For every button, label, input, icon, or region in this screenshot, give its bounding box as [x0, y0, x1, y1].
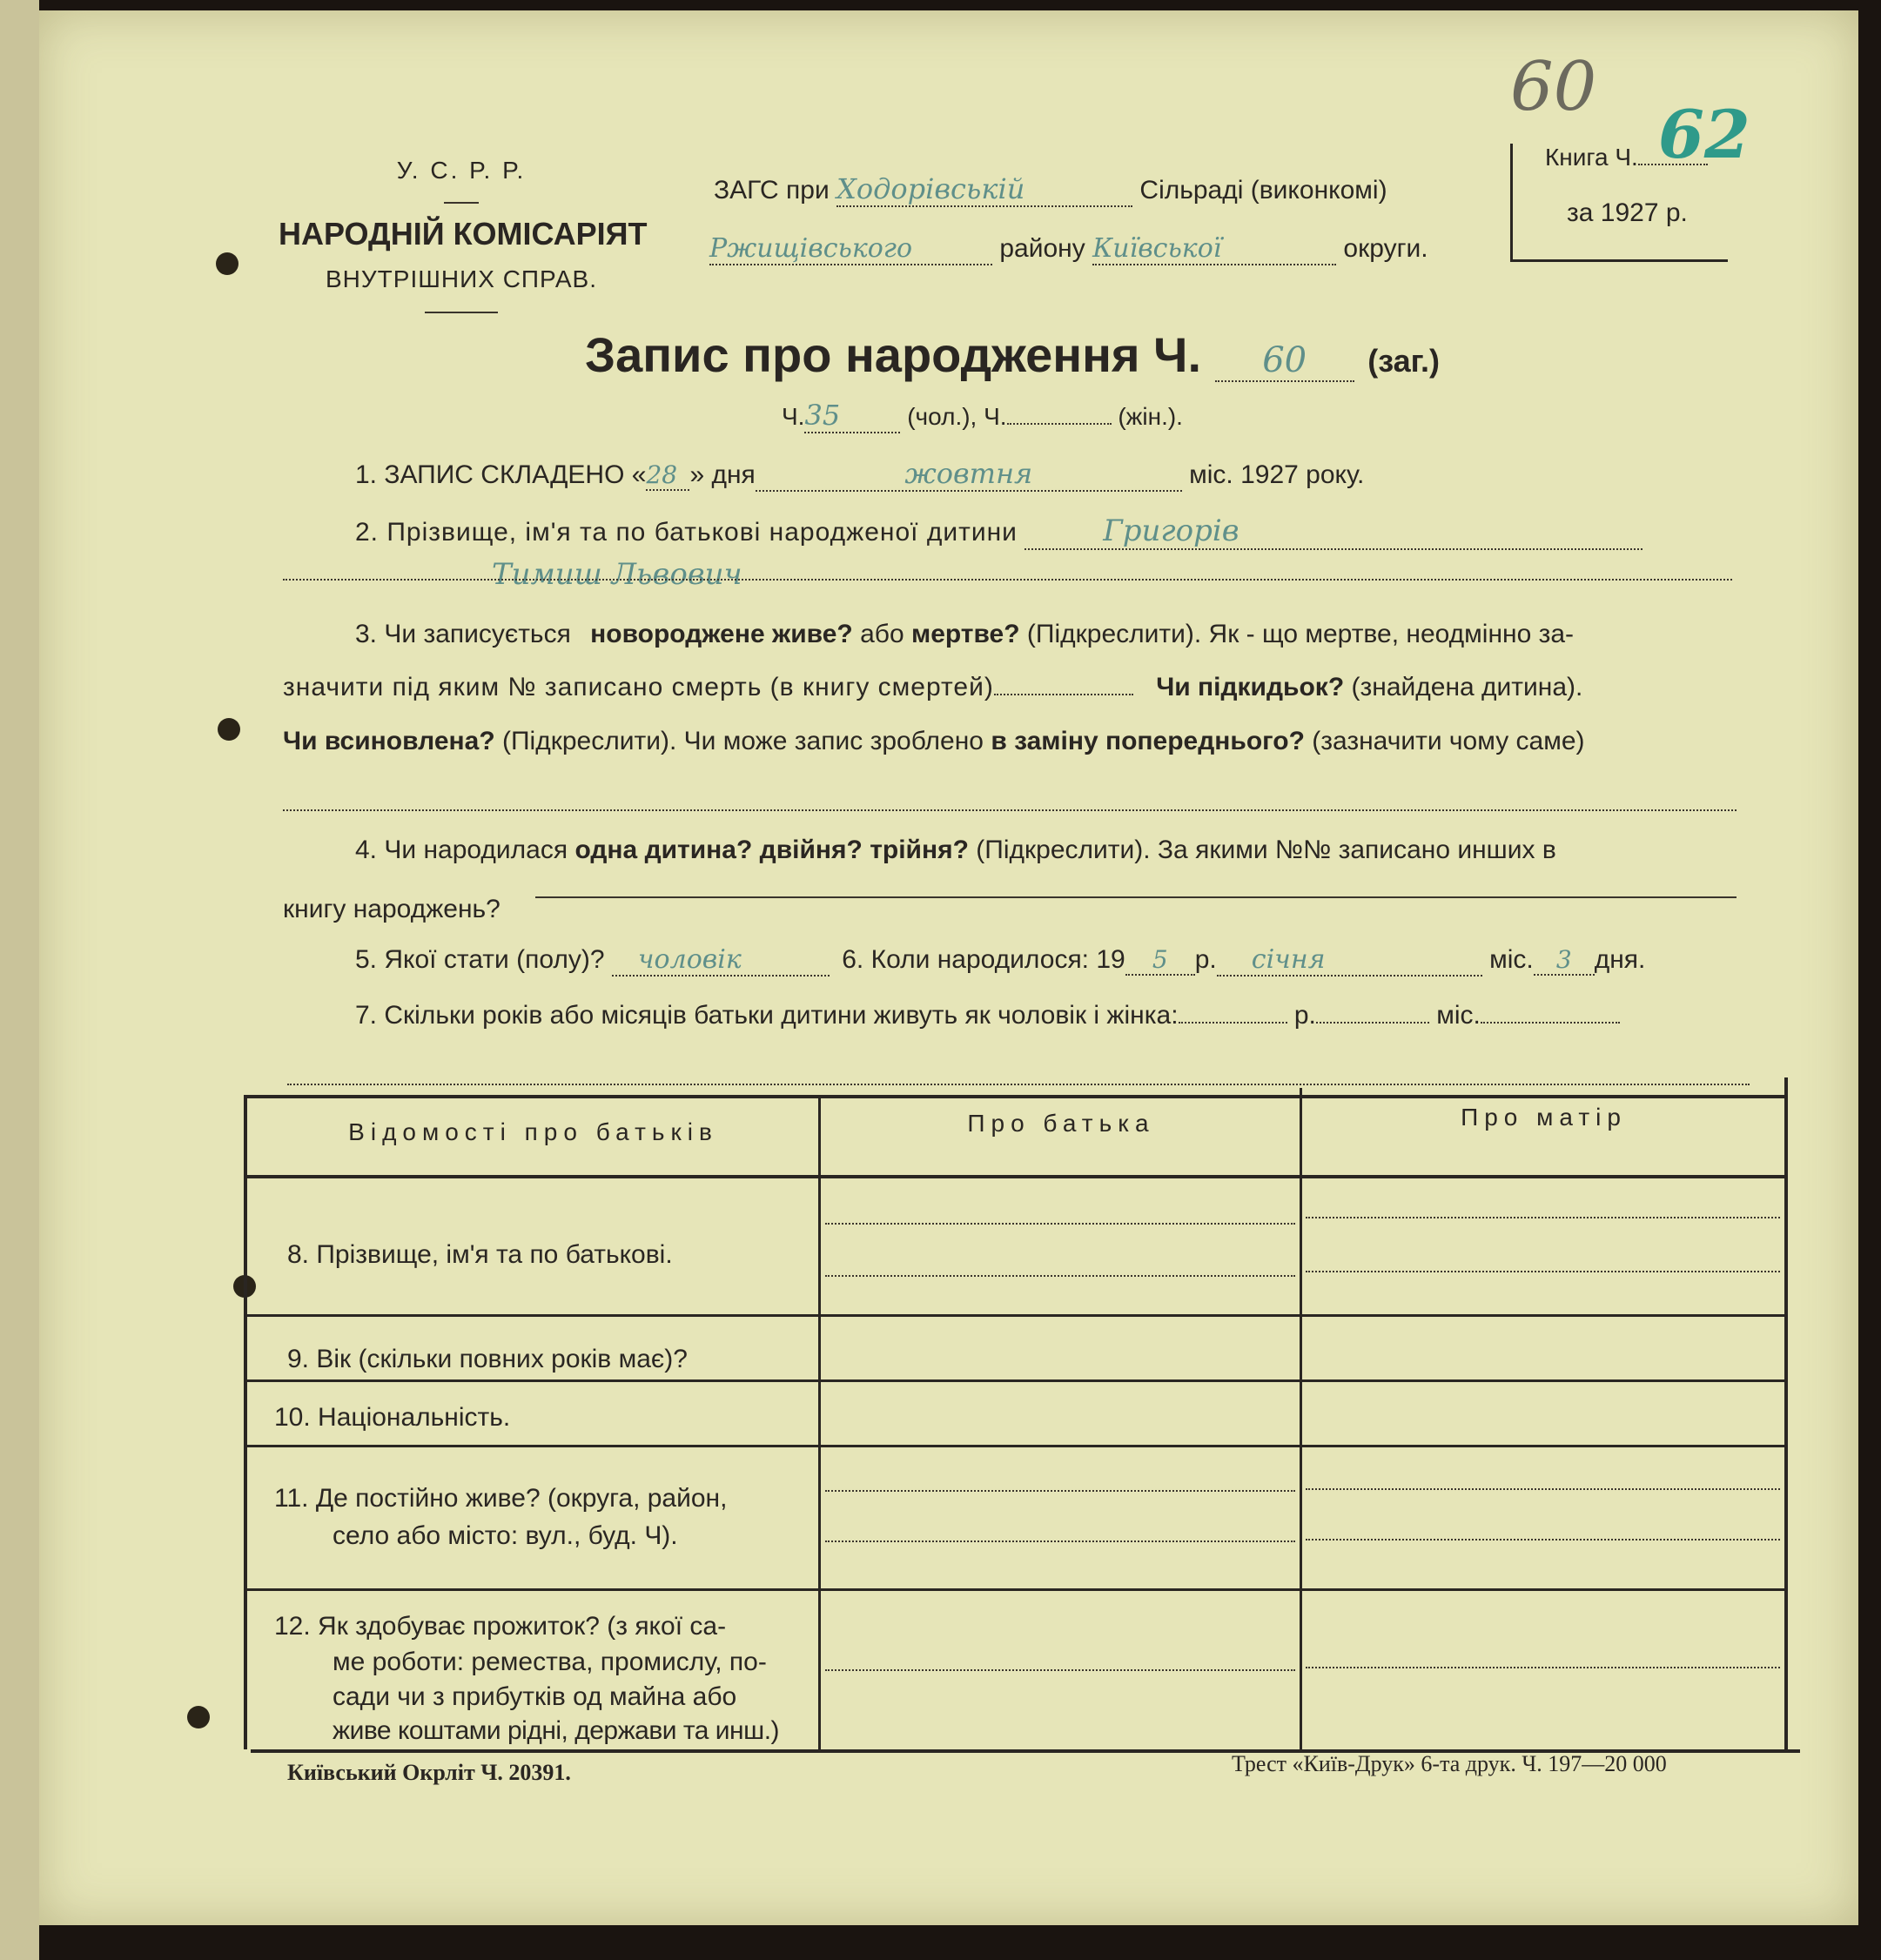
item-6-label: 6. Коли народилося: 19 [842, 945, 1125, 974]
row-12-father-line [825, 1669, 1295, 1671]
item-3-b1: значити під яким № записано смерть (в книгу смертей) [283, 673, 994, 701]
item-3-or: або [860, 620, 904, 648]
item-4-a3: (Підкреслити). За якими №№ записано инших в [976, 836, 1556, 864]
male-number: 35 [804, 399, 900, 433]
footer-left: Київський Окрліт Ч. 20391. [287, 1760, 571, 1785]
item-2-surname: Григорів [1024, 513, 1643, 550]
footer-right: Трест «Київ-Друк» 6-та друк. Ч. 197—20 000 [1232, 1751, 1667, 1776]
book-box-border [1510, 144, 1513, 261]
book-binding [0, 0, 39, 1960]
table-header-divider [246, 1175, 1787, 1178]
item-3-b3: (знайдена дитина). [1351, 673, 1583, 701]
record-title [585, 326, 1440, 383]
male-label: (чол.), Ч. [907, 403, 1007, 430]
table-row-12-label-c: сади чи з прибутків од майна або [333, 1682, 737, 1711]
table-row-10-label: 10. Національність. [274, 1403, 511, 1432]
row-8-father-line [825, 1223, 1295, 1225]
table-row-divider [246, 1445, 1787, 1447]
table-border-left [244, 1095, 247, 1749]
row-8-mother-line [1306, 1217, 1780, 1218]
item-1 [355, 457, 1364, 492]
table-row-divider [246, 1379, 1787, 1382]
ch-label: Ч. [782, 403, 805, 430]
item-3-c2: (Підкреслити). Чи може запис зроблено [502, 727, 984, 755]
item-3-alive: новороджене живе? [590, 620, 853, 648]
item-4-line-a [355, 836, 1556, 865]
item-7-end-line [1481, 1022, 1620, 1024]
item-1-month: жовтня [756, 457, 1182, 492]
item-6-year: 5 [1125, 945, 1195, 976]
table-row-12-label-a: 12. Як здобуває прожиток? (з якої са- [274, 1612, 727, 1641]
punch-hole [187, 1706, 210, 1728]
item-3-line-a [355, 620, 1574, 649]
row-12-mother-line [1306, 1667, 1780, 1668]
item-4-births: одна дитина? двійня? трійня? [574, 836, 969, 864]
punch-hole [216, 252, 238, 275]
item-1-prefix: 1. ЗАПИС СКЛАДЕНО « [355, 460, 647, 489]
table-header-info: Відомості про батьків [348, 1118, 718, 1145]
item-3-line-b [283, 673, 1582, 702]
divider [444, 202, 479, 204]
item-7-r: р. [1293, 1001, 1316, 1030]
subtitle-line [782, 399, 1183, 433]
item-2-label: 2. Прізвище, ім'я та по батькові народженої дитини [355, 518, 1018, 547]
item-4-underline [535, 896, 1737, 898]
item-6-day: 3 [1534, 945, 1595, 976]
row-11-father-line [825, 1490, 1295, 1492]
table-header-mother: Про матір [1461, 1104, 1627, 1131]
item-2-underline [283, 579, 1732, 581]
item-5-6 [355, 944, 1645, 977]
item-3-adopted: Чи всиновлена? [283, 727, 495, 755]
item-3-replacement: в заміну попереднього? [991, 727, 1305, 755]
row-11-mother-line [1306, 1488, 1780, 1490]
table-row-divider [246, 1588, 1787, 1591]
title-text: Запис про народження Ч. [585, 327, 1202, 382]
item-4-line-b [283, 895, 500, 924]
item-6-month: січня [1217, 944, 1482, 977]
item-1-mid: » дня [689, 460, 756, 489]
record-number: 60 [1215, 340, 1354, 382]
item-3-underline [283, 809, 1737, 811]
title-suffix: (заг.) [1367, 343, 1441, 379]
item-3-a5: (Підкреслити). Як - що мертве, неодмінно за- [1026, 620, 1575, 648]
item-7-label: 7. Скільки років або місяців батьки дитини живуть як чоловік і жінка: [355, 1001, 1179, 1030]
table-row-9-label: 9. Вік (скільки повних років має)? [287, 1345, 688, 1373]
table-row-8-label: 8. Прізвище, ім'я та по батькові. [287, 1240, 673, 1269]
item-1-suffix: міс. 1927 року. [1189, 460, 1365, 489]
rayon-line [709, 233, 1428, 265]
book-label: Книга Ч. [1545, 144, 1638, 171]
item-7-years-line [1179, 1022, 1287, 1024]
zags-value: Ходорівській [836, 172, 1132, 207]
item-6-dnya: дня. [1594, 945, 1646, 974]
book-box-border [1510, 259, 1728, 262]
item-7-mis: міс. [1436, 1001, 1481, 1030]
item-2-name: Тимиш Львович [492, 557, 742, 592]
silradi-label: Сільраді (виконкомі) [1139, 176, 1387, 205]
table-border-top [244, 1095, 1787, 1098]
ussr-label: У. С. Р. Р. [396, 157, 527, 184]
commissariat-label: НАРОДНІЙ КОМІСАРІЯТ [279, 216, 648, 252]
item-5-label: 5. Якої стати (полу)? [355, 945, 605, 974]
item-7 [355, 1001, 1620, 1030]
female-number-line [1007, 423, 1112, 425]
table-col-divider [818, 1095, 821, 1749]
row-11-mother-line [1306, 1539, 1780, 1540]
table-col-divider [1300, 1088, 1302, 1749]
item-3-a1: 3. Чи записується [355, 620, 571, 648]
divider [425, 312, 498, 313]
punch-hole [218, 718, 240, 741]
rayon-value: Ржищівського [709, 233, 992, 265]
table-row-divider [246, 1314, 1787, 1317]
item-3-line-c [283, 727, 1585, 756]
table-header-father: Про батька [967, 1110, 1155, 1137]
item-4-a1: 4. Чи народилася [355, 836, 568, 864]
item-7-underline [287, 1084, 1750, 1085]
item-2 [355, 513, 1643, 550]
item-3-c4: (зазначити чому саме) [1312, 727, 1585, 755]
row-8-mother-line [1306, 1271, 1780, 1272]
item-5-value: чоловік [612, 944, 830, 977]
female-label: (жін.). [1118, 403, 1183, 430]
zags-line [714, 172, 1387, 207]
item-1-day: 28 [646, 460, 689, 491]
table-row-12-label-b: ме роботи: ремества, промислу, по- [333, 1648, 767, 1676]
table-row-11-label-b: село або місто: вул., буд. Ч). [333, 1521, 678, 1550]
row-11-father-line [825, 1540, 1295, 1542]
rayonu-label: району [999, 234, 1085, 263]
okrugi-label: округи. [1343, 234, 1428, 263]
pencil-number: 60 [1510, 48, 1597, 126]
internal-affairs-label: ВНУТРІШНИХ СПРАВ. [326, 265, 597, 292]
table-row-11-label-a: 11. Де постійно живе? (округа, район, [274, 1484, 728, 1513]
item-4-b1: книгу народжень? [283, 895, 500, 923]
book-number: 62 [1658, 96, 1750, 173]
okruga-value: Київської [1092, 233, 1336, 265]
zags-label: ЗАГС при [714, 176, 830, 205]
item-6-r: р. [1194, 945, 1217, 974]
item-3-foundling: Чи підкидьок? [1156, 673, 1345, 701]
item-7-months-line [1316, 1022, 1429, 1024]
item-3-dead: мертве? [911, 620, 1020, 648]
table-row-12-label-d: живе коштами рідні, держави та инш.) [333, 1716, 780, 1745]
row-8-father-line [825, 1275, 1295, 1277]
item-6-mis: міс. [1489, 945, 1534, 974]
item-3-death-number-line [994, 694, 1133, 695]
book-year: за 1927 р. [1567, 198, 1688, 227]
